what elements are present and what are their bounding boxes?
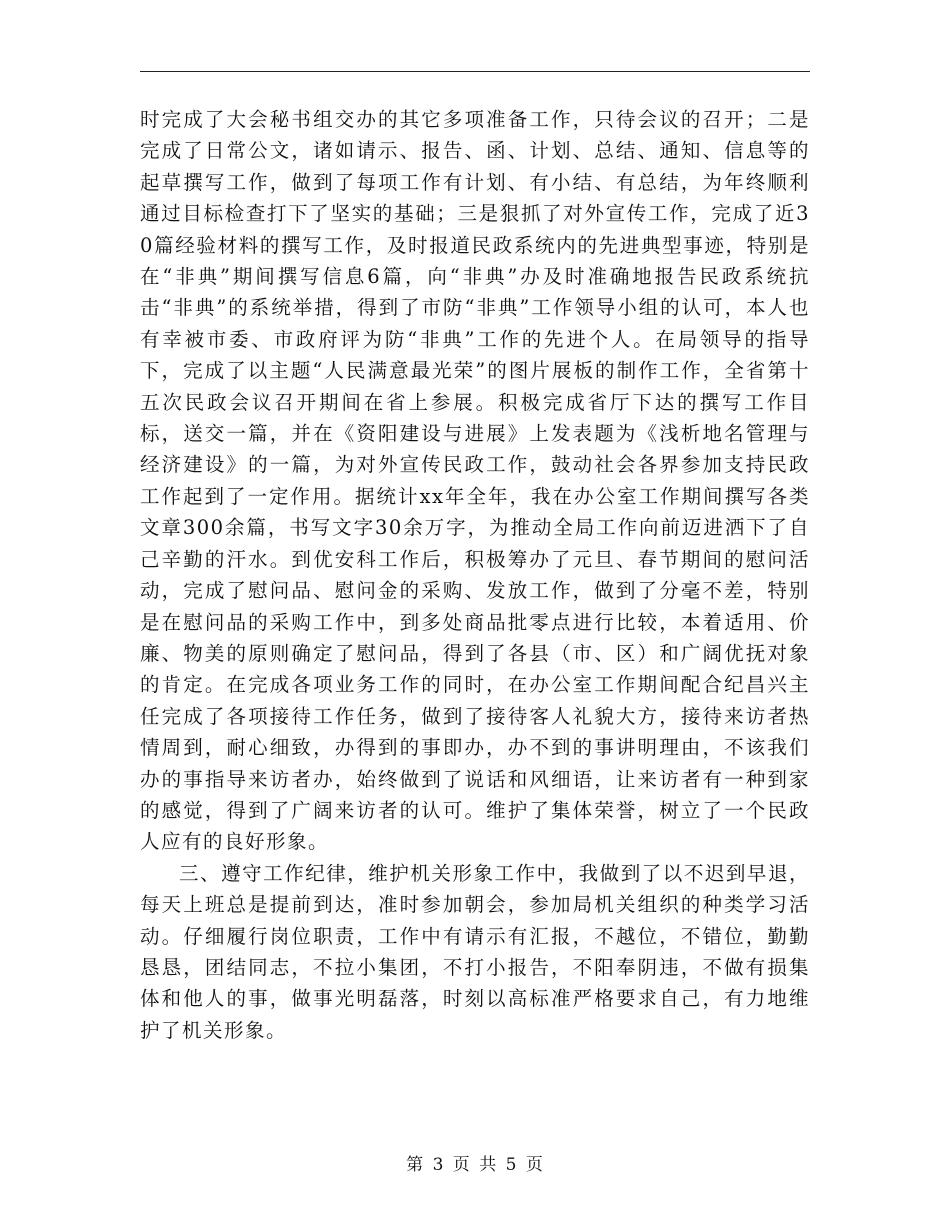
header-rule (140, 71, 810, 72)
body-paragraph-2: 三、遵守工作纪律，维护机关形象工作中，我做到了以不迟到早退，每天上班总是提前到达，准时参加朝会，参加局机关组织的种类学习活动。仔细履行岗位职责，工作中有请示有汇报，不越位，不错位，勤勤恳恳，团结同志，不拉小集团，不打小报告，不阳奉阴违，不做有损集体和他人的事，做事光明磊落，时刻以高标准严格要求自己，有力地维护了机关形象。 (140, 861, 810, 1042)
page-number-footer: 第 3 页 共 5 页 (406, 1155, 544, 1175)
body-paragraph-1: 时完成了大会秘书组交办的其它多项准备工作，只待会议的召开；二是完成了日常公文，诸如请示、报告、函、计划、总结、通知、信息等的起草撰写工作，做到了每项工作有计划、有小结、有总结，为年终顺利通过目标检查打下了坚实的基础；三是狠抓了对外宣传工作，完成了近30篇经验材料的撰写工作，及时报道民政系统内的先进典型事迹，特别是在“非典”期间撰写信息6篇，向“非典”办及时准确地报告民政系统抗击“非典”的系统举措，得到了市防“非典”工作领导小组的认可，本人也有幸被市委、市政府评为防“非典”工作的先进个人。在局领导的指导下，完成了以主题“人民满意最光荣”的图片展板的制作工作，全省第十五次民政会议召开期间在省上参展。积极完成省厅下达的撰写工作目标，送交一篇，并在《资阳建设与进展》上发表题为《浅析地名管理与经济建设》的一篇，为对外宣传民政工作，鼓动社会各界参加支持民政工作起到了一定作用。据统计xx年全年，我在办公室工作期间撰写各类文章300余篇，书写文字30余万字，为推动全局工作向前迈进洒下了自己辛勤的汗水。到优安科工作后，积极筹办了元旦、春节期间的慰问活动，完成了慰问品、慰问金的采购、发放工作，做到了分毫不差，特别是在慰问品的采购工作中，到多处商品批零点进行比较，本着适用、价廉、物美的原则确定了慰问品，得到了各县（市、区）和广阔优抚对象的肯定。在完成各项业务工作的同时，在办公室工作期间配合纪昌兴主任完成了各项接待工作任务，做到了接待客人礼貌大方，接待来访者热情周到，耐心细致，办得到的事即办，办不到的事讲明理由，不该我们办的事指导来访者办，始终做到了说话和风细语，让来访者有一种到家的感觉，得到了广阔来访者的认可。维护了集体荣誉，树立了一个民政人应有的良好形象。 (140, 108, 810, 854)
document-body (140, 104, 810, 1046)
